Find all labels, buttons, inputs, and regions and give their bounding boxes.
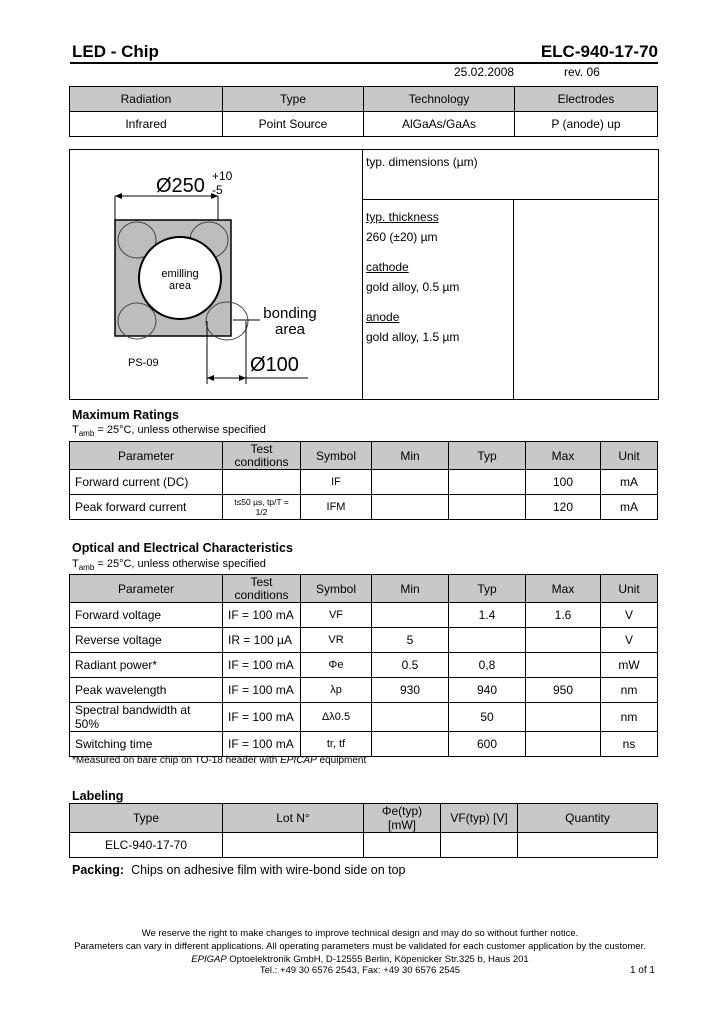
optical-table [69, 574, 658, 757]
emitting-area-label: emilling area [161, 268, 199, 292]
footer-address: EPIGAP Optoelektronik GmbH, D-12555 Berlin, Köpenicker Str.325 b, Haus 201 [191, 954, 529, 965]
page-number: 1 of 1 [629, 965, 655, 976]
header-rule [70, 62, 658, 64]
header-cell: Typ [449, 575, 526, 603]
table-row: Radiant power* IF = 100 mA Φe 0.5 0,8 mW [70, 653, 658, 678]
overview-header-cell: Technology [364, 87, 515, 112]
header-cell: Min [372, 442, 449, 470]
optical-condition: $T_{amb} = 25^\circ C$, unless otherwise specified [72, 558, 266, 573]
packing-note: Packing: Chips on adhesive film with wire-bond side on top [72, 863, 406, 877]
header-cell: Typ [449, 442, 526, 470]
overview-header-cell: Type [223, 87, 364, 112]
header-cell: VF(typ) [V] [441, 804, 518, 833]
cathode-label: cathode [366, 260, 409, 274]
header-cell: Parameter [70, 442, 223, 470]
header-cell: Lot N° [223, 804, 364, 833]
footer-disclaimer: We reserve the right to make changes to improve technical design and may do so without further notice. [141, 928, 579, 939]
max-ratings-condition: $T_{amb} = 25^\circ C$, unless otherwise specified [72, 424, 266, 439]
chip-tolerance-minus: -5 [212, 183, 223, 197]
overview-value-cell: Point Source [223, 112, 364, 137]
bond-diameter-label: Ø100 [250, 354, 299, 376]
overview-table [69, 86, 658, 137]
chip-diameter-label: Ø250 [156, 175, 205, 197]
table-row: Peak wavelength IF = 100 mA λp 930 940 950 nm [70, 678, 658, 703]
table-row: Forward current (DC) IF 100 mA [70, 470, 658, 495]
overview-value-cell: Infrared [70, 112, 223, 137]
optical-title: Optical and Electrical Characteristics [72, 541, 293, 555]
thickness-label: typ. thickness [366, 210, 439, 224]
overview-header-cell: Electrodes [515, 87, 658, 112]
labeling-title: Labeling [72, 789, 124, 803]
anode-value: gold alloy, 1.5 µm [366, 330, 460, 344]
header-cell: Parameter [70, 575, 223, 603]
header-cell: Max [526, 442, 601, 470]
table-row: Forward voltage IF = 100 mA VF 1.4 1.6 V [70, 603, 658, 628]
cathode-value: gold alloy, 0.5 µm [366, 280, 460, 294]
header-cell: Test conditions [223, 442, 301, 470]
max-ratings-title: Maximum Ratings [72, 408, 179, 422]
overview-header-cell: Radiation [70, 87, 223, 112]
header-cell: Symbol [301, 575, 372, 603]
max-ratings-table [69, 441, 658, 520]
thickness-value: 260 (±20) µm [366, 230, 438, 244]
header-cell: Type [70, 804, 223, 833]
measurement-footnote: *Measured on bare chip on TO-18 header with EPICAP equipment [72, 755, 367, 766]
header-cell: Max [526, 575, 601, 603]
part-number: ELC-940-17-70 [540, 42, 658, 61]
header-cell: Symbol [301, 442, 372, 470]
chip-tolerance-plus: +10 [212, 169, 233, 183]
doc-revision: rev. 06 [564, 65, 600, 79]
doc-title: LED - Chip [72, 42, 159, 61]
footer-phone: Tel.: +49 30 6576 2543, Fax: +49 30 6576 2545 [259, 965, 461, 976]
labeling-table [69, 803, 658, 858]
header-cell: Test conditions [223, 575, 301, 603]
overview-value-cell: P (anode) up [515, 112, 658, 137]
table-row: ELC-940-17-70 [70, 833, 658, 858]
dimensions-title: typ. dimensions (µm) [366, 155, 478, 169]
table-row: Spectral bandwidth at 50% IF = 100 mA Δλ0.5 50 nm [70, 703, 658, 732]
header-cell: Quantity [518, 804, 658, 833]
table-row: Peak forward current t≤50 µs, tp/T = 1/2 IFM 120 mA [70, 495, 658, 520]
header-cell: Unit [601, 442, 658, 470]
header-cell: Unit [601, 575, 658, 603]
table-row: Switching time IF = 100 mA tr, tf 600 ns [70, 732, 658, 757]
header-cell: Min [372, 575, 449, 603]
overview-value-cell: AlGaAs/GaAs [364, 112, 515, 137]
anode-label: anode [366, 310, 400, 324]
doc-date: 25.02.2008 [454, 65, 515, 79]
header-cell: Φe(typ) [mW] [364, 804, 441, 833]
table-row: Reverse voltage IR = 100 µA VR 5 V [70, 628, 658, 653]
package-label: PS-09 [128, 357, 159, 369]
footer-validation: Parameters can vary in different applications. All operating parameters must be validated for each customer application by the customer. [74, 941, 646, 952]
bonding-area-label: bonding area [263, 305, 317, 338]
